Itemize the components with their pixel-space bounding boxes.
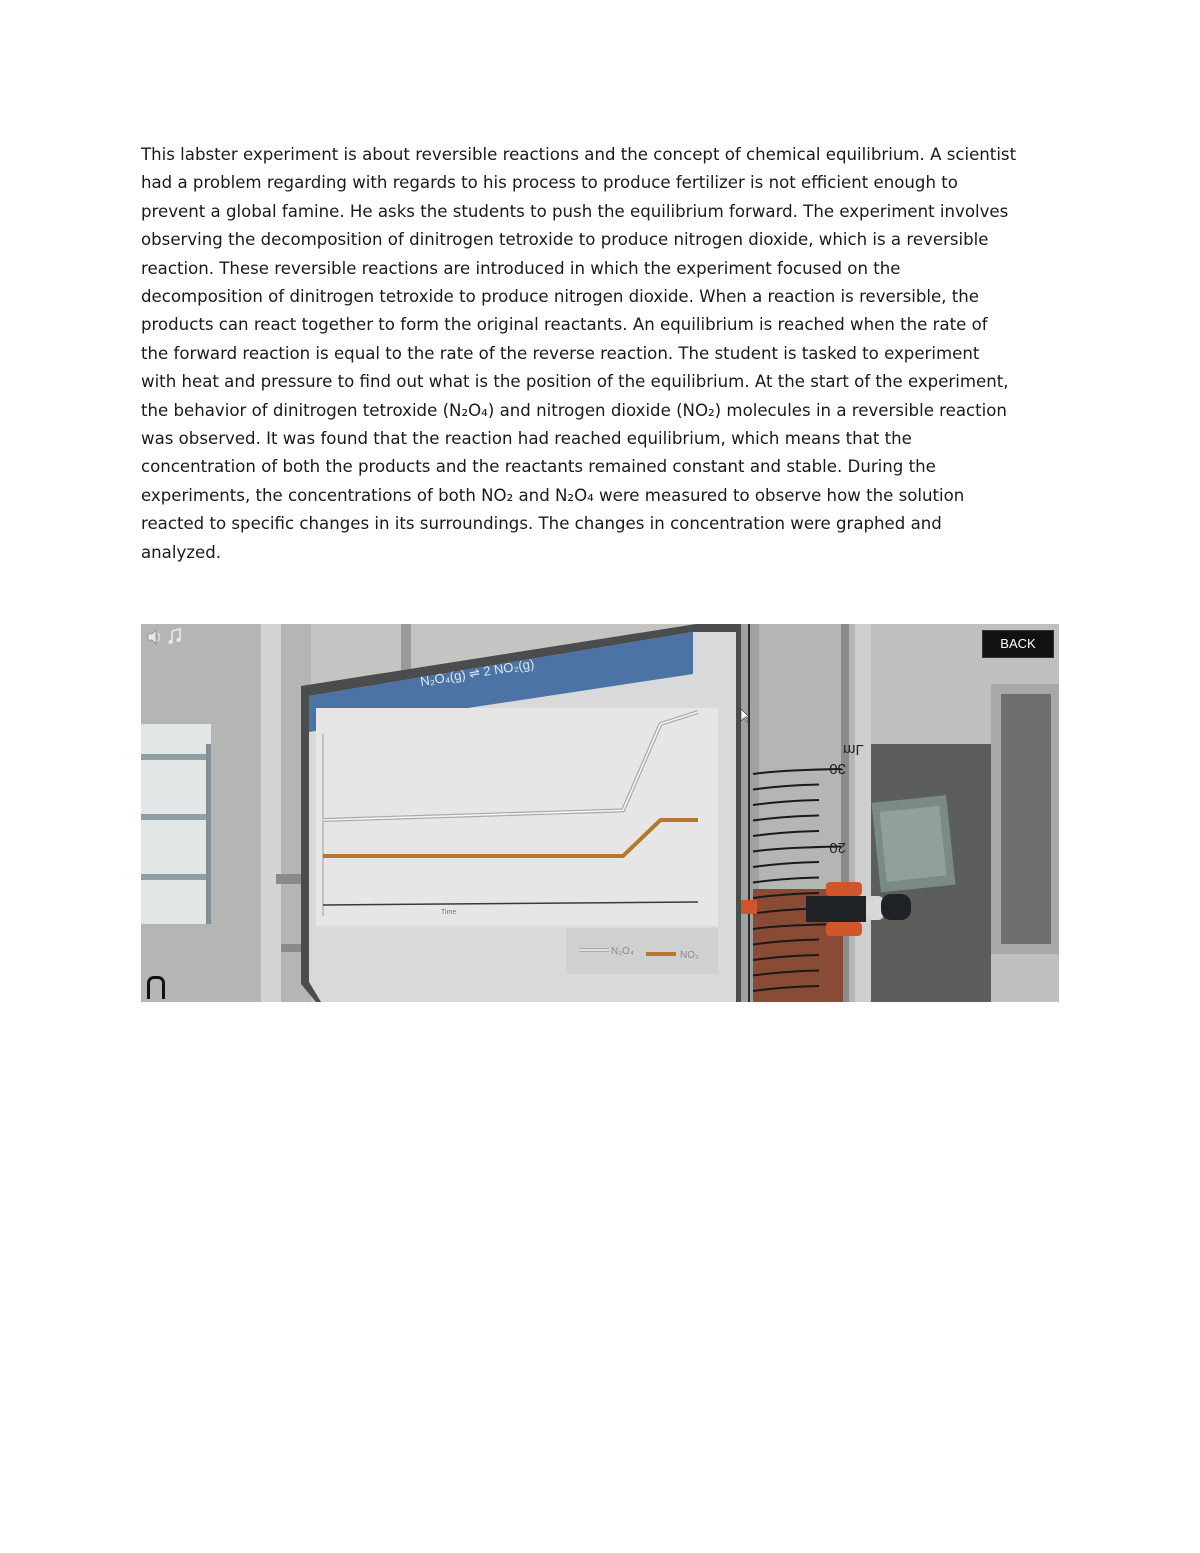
clamp-body [806, 896, 866, 922]
clamp-left-tab [741, 900, 757, 914]
description-paragraph [141, 141, 1061, 567]
lab-simulation-screenshot [141, 624, 1059, 1002]
paragraph-line: reaction. These reversible reactions are introduced in which the experiment focused on the [141, 258, 901, 278]
graph-title: N₂O₄(g) ⇌ 2 NO₂(g) [419, 656, 536, 689]
cylinder-mark-30: 30 [829, 760, 846, 777]
paragraph-line: had a problem regarding with regards to his process to produce fertilizer is not efficient enough to [141, 173, 958, 193]
cylinder-mark-20: 20 [829, 839, 846, 856]
paragraph-line: prevent a global famine. He asks the students to push the equilibrium forward. The experiment involves [141, 201, 1009, 221]
legend-label-n2o4: N₂O₄ [611, 946, 634, 957]
clamp-bottom-grip [826, 922, 862, 936]
paragraph-line: was observed. It was found that the reaction had reached equilibrium, which means that the [141, 429, 912, 449]
speaker-icon[interactable] [148, 630, 160, 644]
magnet-icon [147, 976, 165, 999]
clamp-top-grip [826, 882, 862, 896]
paragraph-line: observing the decomposition of dinitrogen tetroxide to produce nitrogen dioxide, which is a reversible [141, 230, 989, 250]
paragraph-line: reacted to specific changes in its surroundings. The changes in concentration were graphed and [141, 514, 942, 534]
cylinder-unit: mL [843, 741, 864, 758]
paragraph-line: concentration of both the products and the reactants remained constant and stable. During the [141, 457, 936, 477]
clamp-knob [881, 894, 911, 920]
paragraph-line: the behavior of dinitrogen tetroxide (N₂O₄) and nitrogen dioxide (NO₂) molecules in a reversible reaction [141, 400, 1007, 420]
paragraph-line: experiments, the concentrations of both NO₂ and N₂O₄ were measured to observe how the solution [141, 485, 965, 505]
paragraph-line: products can react together to form the original reactants. An equilibrium is reached when the rate of [141, 315, 988, 335]
lab-scene [141, 624, 1059, 1002]
back-button[interactable]: BACK [982, 630, 1054, 658]
paragraph-line: with heat and pressure to find out what is the position of the equilibrium. At the start of the experiment, [141, 372, 1009, 392]
paragraph-line: This labster experiment is about reversible reactions and the concept of chemical equilibrium. A scientist [141, 145, 1017, 164]
x-axis-label: Time [441, 909, 457, 916]
music-note-icon[interactable] [169, 629, 181, 644]
paragraph-line: the forward reaction is equal to the rate of the reverse reaction. The student is tasked to experiment [141, 343, 980, 363]
paragraph-line: decomposition of dinitrogen tetroxide to produce nitrogen dioxide. When a reaction is reversible, the [141, 287, 979, 307]
legend-label-no2: NO₂ [680, 950, 699, 961]
paragraph-line: analyzed. [141, 542, 222, 562]
